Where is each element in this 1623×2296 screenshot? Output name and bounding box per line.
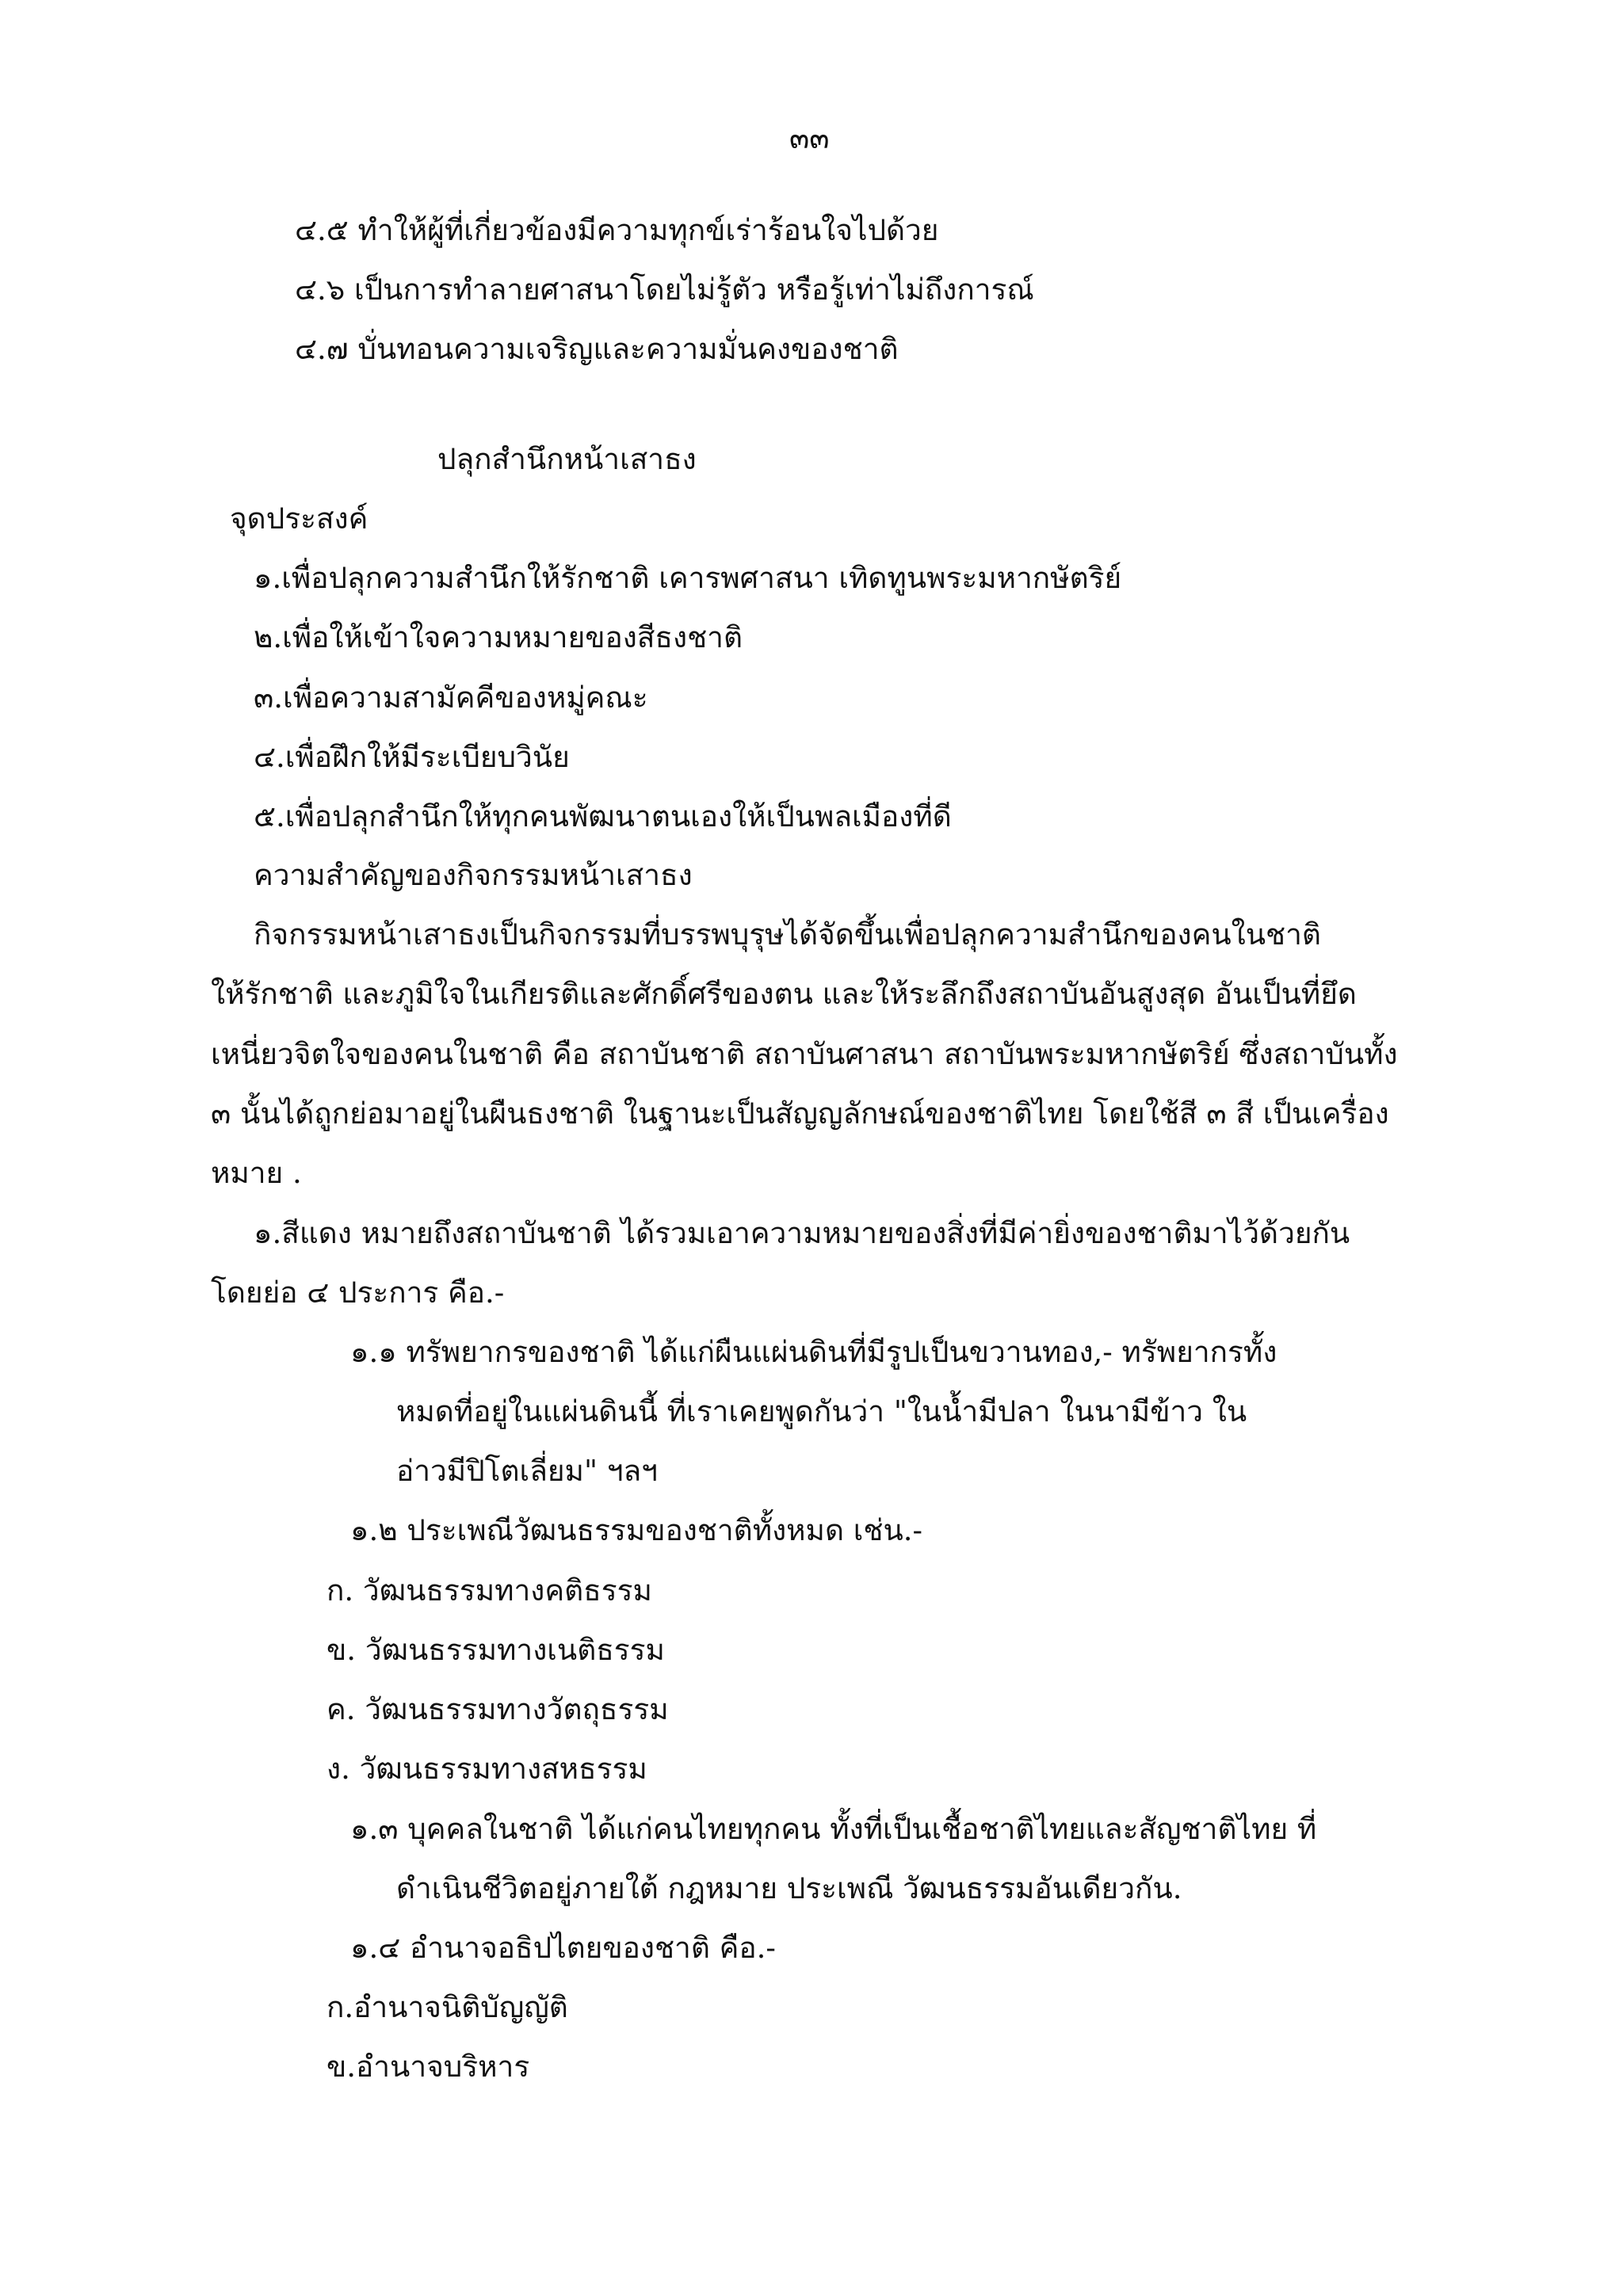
objectives-heading: จุดประสงค์ [230,502,369,536]
objective-item: ๒.เพื่อให้เข้าใจความหมายของสีธงชาติ [254,620,743,654]
item-1-1-line: หมดที่อยู่ในแผ่นดินนี้ ที่เราเคยพูดกันว่า "ในน้ำมีปลา ในนามีข้าว ใน [396,1394,1247,1428]
power-list-item: ข.อำนาจบริหาร [327,2050,530,2084]
objective-item: ๕.เพื่อปลุกสำนึกให้ทุกคนพัฒนาตนเองให้เป็นพลเมืองที่ดี [254,799,952,833]
item-1-3-line: ๑.๓ บุคคลในชาติ ได้แก่คนไทยทุกคน ทั้งที่เป็นเชื้อชาติไทยและสัญชาติไทย ที่ [350,1812,1317,1846]
power-list-item: ก.อำนาจนิติบัญญัติ [327,1990,568,2024]
item-1-3-line: ดำเนินชีวิตอยู่ภายใต้ กฎหมาย ประเพณี วัฒนธรรมอันเดียวกัน. [396,1871,1182,1905]
red-paragraph-line: โดยย่อ ๔ ประการ คือ.- [211,1276,505,1310]
importance-paragraph-line: ให้รักชาติ และภูมิใจในเกียรติและศักดิ์ศรีของตน และให้ระลึกถึงสถาบันอันสูงสุด อันเป็นที่ยึด [211,977,1357,1011]
importance-heading: ความสำคัญของกิจกรรมหน้าเสาธง [254,858,693,892]
culture-list-item: ค. วัฒนธรรมทางวัตถุธรรม [327,1692,669,1726]
section-title: ปลุกสำนึกหน้าเสาธง [437,442,697,476]
objective-item: ๑.เพื่อปลุกความสำนึกให้รักชาติ เคารพศาสนา เทิดทูนพระมหากษัตริย์ [254,561,1122,595]
list-4-item: ๔.๗ บั่นทอนความเจริญและความมั่นคงของชาติ [295,332,899,366]
item-1-4: ๑.๔ อำนาจอธิปไตยของชาติ คือ.- [350,1931,776,1965]
importance-paragraph-line: เหนี่ยวจิตใจของคนในชาติ คือ สถาบันชาติ สถาบันศาสนา สถาบันพระมหากษัตริย์ ซึ่งสถาบันทั้ง [211,1037,1398,1071]
item-1-1-line: ๑.๑ ทรัพยากรของชาติ ได้แก่ผืนแผ่นดินที่มีรูปเป็นขวานทอง,- ทรัพยากรทั้ง [350,1335,1277,1369]
culture-list-item: ง. วัฒนธรรมทางสหธรรม [327,1752,647,1786]
red-paragraph-line: ๑.สีแดง หมายถึงสถาบันชาติ ได้รวมเอาความหมายของสิ่งที่มีค่ายิ่งของชาติมาไว้ด้วยกัน [254,1216,1350,1250]
item-1-1-line: อ่าวมีปิโตเลี่ยม" ฯลฯ [396,1454,658,1488]
culture-list-item: ก. วัฒนธรรมทางคติธรรม [327,1573,652,1608]
list-4-item: ๔.๕ ทำให้ผู้ที่เกี่ยวข้องมีความทุกข์เร่าร้อนใจไปด้วย [295,213,939,247]
page-number: ๓๓ [789,121,830,155]
item-1-2: ๑.๒ ประเพณีวัฒนธรรมของชาติทั้งหมด เช่น.- [350,1513,923,1547]
importance-paragraph-line: กิจกรรมหน้าเสาธงเป็นกิจกรรมที่บรรพบุรุษได้จัดขึ้นเพื่อปลุกความสำนึกของคนในชาติ [254,917,1321,952]
objective-item: ๔.เพื่อฝึกให้มีระเบียบวินัย [254,740,570,774]
culture-list-item: ข. วัฒนธรรมทางเนติธรรม [327,1633,665,1667]
list-4-item: ๔.๖ เป็นการทำลายศาสนาโดยไม่รู้ตัว หรือรู้เท่าไม่ถึงการณ์ [295,273,1034,307]
objective-item: ๓.เพื่อความสามัคคีของหมู่คณะ [254,681,648,715]
importance-paragraph-line: ๓ นั้นได้ถูกย่อมาอยู่ในผืนธงชาติ ในฐานะเป็นสัญญลักษณ์ของชาติไทย โดยใช้สี ๓ สี เป็นเครื่อง [211,1097,1389,1131]
importance-paragraph-line: หมาย . [211,1156,302,1190]
